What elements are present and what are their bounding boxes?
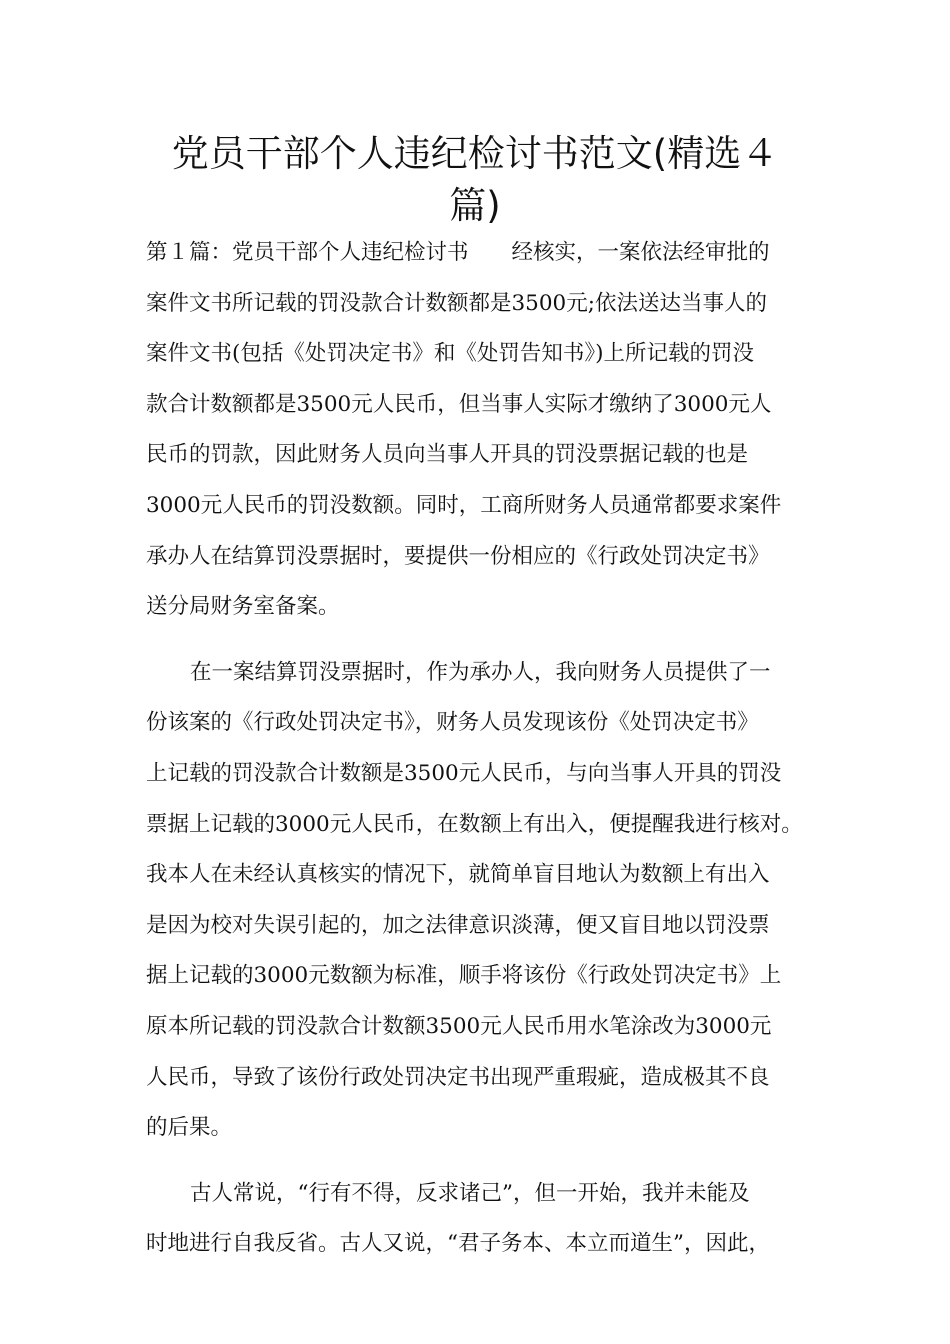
paragraph-line: 案件文书(包括《处罚决定书》和《处罚告知书》)上所记载的罚没: [146, 341, 755, 367]
document-title: [100, 128, 850, 232]
paragraph-line: 送分局财务室备案。: [146, 594, 340, 620]
paragraph-line: 上记载的罚没款合计数额是3500元人民币，与向当事人开具的罚没: [146, 760, 782, 786]
title-line-2: 篇): [449, 184, 501, 227]
paragraph-line: 据上记载的3000元数额为标准，顺手将该份《行政处罚决定书》上: [146, 963, 782, 989]
paragraph-line: 民币的罚款，因此财务人员向当事人开具的罚没票据记载的也是: [146, 442, 749, 468]
paragraph-line: 原本所记载的罚没款合计数额3500元人民币用水笔涂改为3000元: [146, 1013, 772, 1039]
paragraph-line: 在一案结算罚没票据时，作为承办人，我向财务人员提供了一: [190, 659, 771, 685]
paragraph-line: 3000元人民币的罚没数额。同时，工商所财务人员通常都要求案件: [146, 492, 782, 518]
paragraph-3: [146, 1169, 814, 1270]
paragraph-line: 承办人在结算罚没票据时，要提供一份相应的《行政处罚决定书》: [146, 543, 770, 569]
paragraph-line: 案件文书所记载的罚没款合计数额都是3500元;依法送达当事人的: [146, 290, 767, 316]
paragraph-gap: [146, 1154, 814, 1169]
paragraph-line: 古人常说，“行有不得，反求诸己”，但一开始，我并未能及: [190, 1180, 750, 1206]
document-body: [146, 228, 814, 1270]
paragraph-2: [146, 648, 814, 1154]
paragraph-1: [146, 228, 814, 633]
paragraph-line: 人民币，导致了该份行政处罚决定书出现严重瑕疵，造成极其不良: [146, 1064, 770, 1090]
paragraph-line: 第１篇：党员干部个人违纪检讨书 经核实，一案依法经审批的: [146, 240, 770, 265]
paragraph-line: 份该案的《行政处罚决定书》，财务人员发现该份《处罚决定书》: [146, 710, 759, 736]
title-line-1: 党员干部个人违纪检讨书范文(精选４: [171, 132, 779, 175]
paragraph-line: 的后果。: [146, 1115, 233, 1141]
paragraph-line: 票据上记载的3000元人民币，在数额上有出入，便提醒我进行核对。: [146, 811, 803, 837]
paragraph-line: 我本人在未经认真核实的情况下，就简单盲目地认为数额上有出入: [146, 862, 770, 888]
paragraph-line: 款合计数额都是3500元人民币，但当事人实际才缴纳了3000元人: [146, 391, 772, 417]
paragraph-line: 是因为校对失误引起的，加之法律意识淡薄，便又盲目地以罚没票: [146, 912, 770, 938]
paragraph-line: 时地进行自我反省。古人又说，“君子务本、本立而道生”，因此，: [146, 1231, 770, 1257]
paragraph-gap: [146, 633, 814, 648]
